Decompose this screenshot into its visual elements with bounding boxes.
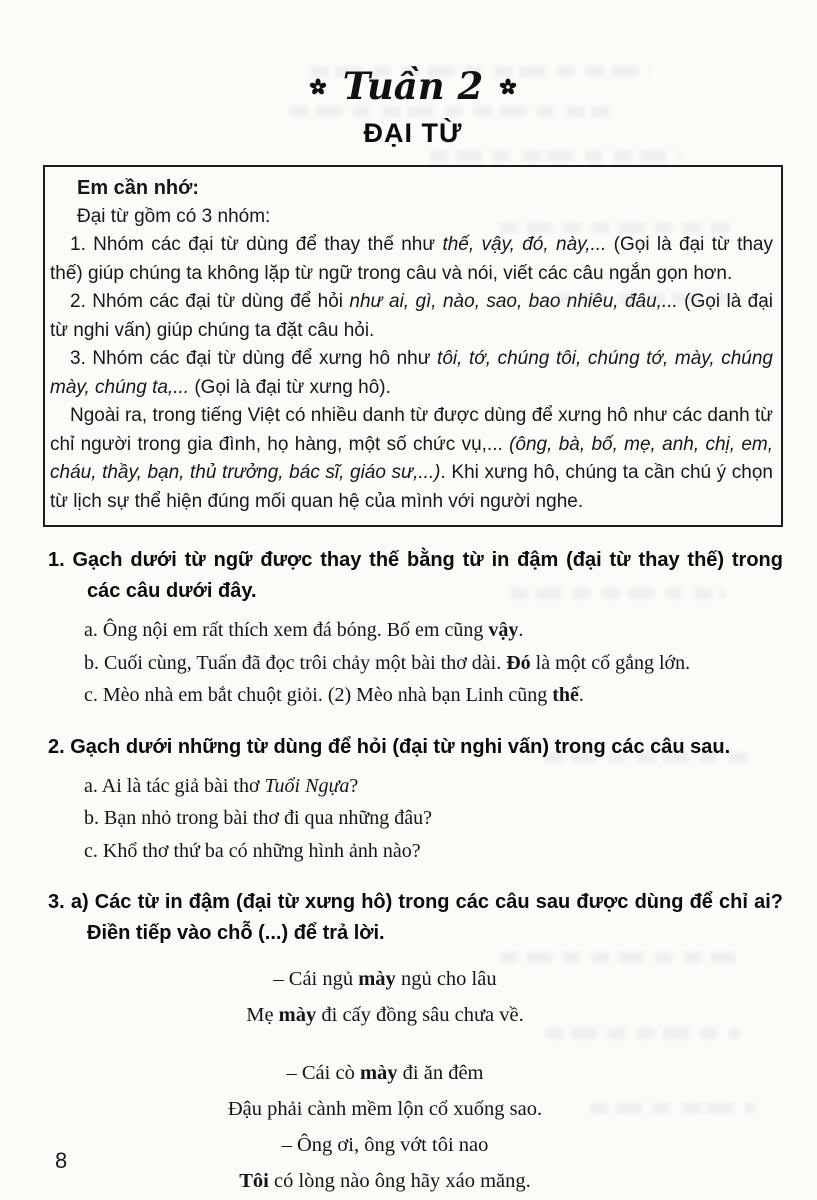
exercise-1 bbox=[48, 545, 783, 712]
poem bbox=[43, 961, 783, 1199]
exercise-3 bbox=[48, 887, 783, 949]
flower-icon bbox=[309, 78, 327, 96]
poem-line: Tôi có lòng nào ông hãy xáo măng. bbox=[239, 1170, 531, 1192]
exercise-2 bbox=[48, 732, 783, 868]
exercise-1-heading: 1. Gạch dưới từ ngữ được thay thế bằng từ in đậm (đại từ thay thế) trong các câu dưới đây. bbox=[48, 549, 783, 602]
exercise-2-heading: 2. Gạch dưới những từ dùng để hỏi (đại từ nghi vấn) trong các câu sau. bbox=[48, 735, 731, 758]
poem-line: Mẹ mày đi cấy đồng sâu chưa về. bbox=[246, 1004, 524, 1026]
memo-heading: Em cần nhớ: bbox=[77, 177, 200, 199]
flower-icon bbox=[499, 78, 517, 96]
exercise-3-heading: 3. a) Các từ in đậm (đại từ xưng hô) trong các câu sau được dùng để chỉ ai? Điền tiếp vào chỗ (...) để trả lời. bbox=[48, 891, 783, 944]
poem-line: – Ông ơi, ông vớt tôi nao bbox=[281, 1134, 489, 1156]
memo-paragraph: 3. Nhóm các đại từ dùng để xưng hô như tôi, tớ, chúng tôi, chúng tớ, mày, chúng mày, chúng ta,... (Gọi là đại từ xưng hô). bbox=[50, 348, 773, 398]
poem-stanza-2 bbox=[43, 1055, 727, 1199]
memo-paragraph: 2. Nhóm các đại từ dùng để hỏi như ai, gì, nào, sao, bao nhiêu, đâu,... (Gọi là đại từ nghi vấn) giúp chúng ta đặt câu hỏi. bbox=[50, 291, 774, 341]
page-content bbox=[43, 64, 783, 1199]
memo-box bbox=[43, 165, 783, 527]
exercise-item-b: b. Cuối cùng, Tuấn đã đọc trôi chảy một bài thơ dài. Đó là một cố gắng lớn. bbox=[84, 651, 691, 674]
poem-stanza-1 bbox=[43, 961, 727, 1033]
memo-intro: Đại từ gồm có 3 nhóm: bbox=[77, 205, 271, 227]
memo-paragraph: 1. Nhóm các đại từ dùng để thay thế như thế, vậy, đó, này,... (Gọi là đại từ thay thế) giúp chúng ta không lặp từ ngữ trong câu và nói, viết các câu ngắn gọn hơn. bbox=[50, 234, 773, 284]
poem-line: Đậu phải cành mềm lộn cổ xuống sao. bbox=[227, 1098, 543, 1120]
poem-line: – Cái ngủ mày ngủ cho lâu bbox=[273, 968, 497, 990]
exercise-list bbox=[43, 545, 783, 949]
poem-line: – Cái cò mày đi ăn đêm bbox=[286, 1062, 484, 1084]
exercise-item-b: b. Bạn nhỏ trong bài thơ đi qua những đâu? bbox=[84, 807, 433, 829]
exercise-1-items bbox=[48, 614, 783, 712]
week-title bbox=[43, 64, 783, 108]
exercise-item-a: a. Ai là tác giả bài thơ Tuổi Ngựa? bbox=[84, 774, 359, 797]
page-header bbox=[43, 64, 783, 150]
exercise-2-items bbox=[48, 770, 783, 868]
page-number: 8 bbox=[55, 1148, 68, 1173]
memo-paragraph: Ngoài ra, trong tiếng Việt có nhiều danh từ được dùng để xưng hô như các danh từ chỉ người trong gia đình, họ hàng, một số chức vụ,... (ông, bà, bố, mẹ, anh, chị, em, cháu, thầy, bạn, thủ trưởng, bác sĩ, giáo sư,...). Khi xưng hô, chúng ta cần chú ý chọn từ lịch sự thể hiện đúng mối quan hệ của mình với người nghe. bbox=[50, 405, 774, 512]
lesson-title: ĐẠI TỪ bbox=[363, 118, 463, 148]
exercise-item-a: a. Ông nội em rất thích xem đá bóng. Bố em cũng vậy. bbox=[84, 619, 524, 641]
exercise-item-c: c. Mèo nhà em bắt chuột giỏi. (2) Mèo nhà bạn Linh cũng thế. bbox=[84, 684, 584, 706]
exercise-item-c: c. Khổ thơ thứ ba có những hình ảnh nào? bbox=[84, 839, 421, 862]
week-label: Tuần 2 bbox=[342, 64, 484, 108]
